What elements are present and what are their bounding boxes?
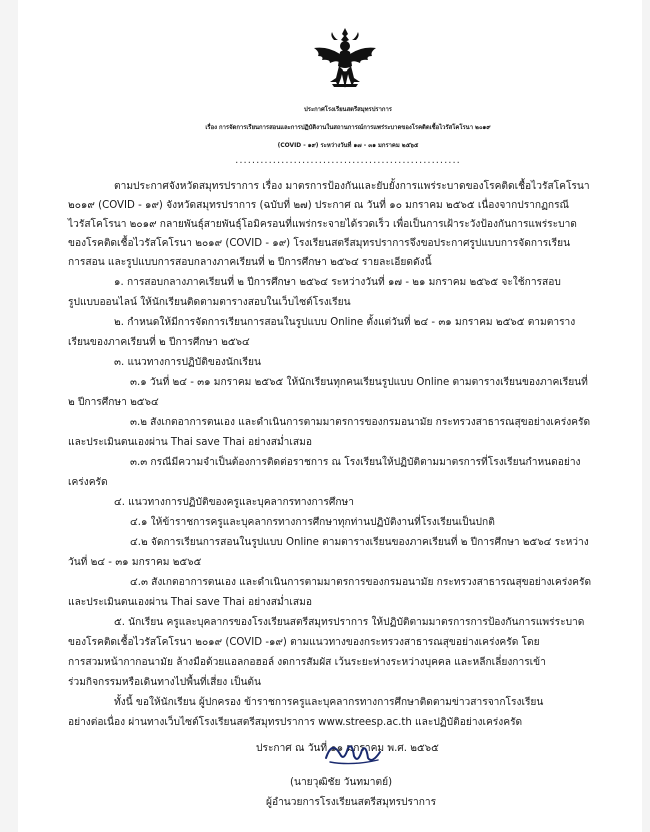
- item-3-2-line: ๓.๒ สังเกตอาการตนเอง และดำเนินการตามมาตรการของกรมอนามัย กระทรวงสาธารณสุขอย่างเคร่งครัด: [130, 417, 591, 428]
- handwritten-signature: [322, 734, 384, 770]
- closing-line: อย่างต่อเนื่อง ผ่านทางเว็บไซต์โรงเรียนสตรีสมุทรปราการ www.streesp.ac.th และปฏิบัติอย่างเคร่งครัด: [68, 717, 523, 728]
- item-4-2-line: วันที่ ๒๔ - ๓๑ มกราคม ๒๕๖๕: [68, 557, 202, 568]
- signer-name: (นายวุฒิชัย วันทมาตย์): [290, 777, 393, 788]
- item-3-3-line: เคร่งครัด: [68, 477, 108, 488]
- subject-line-dates: (COVID - ๑๙) ระหว่างวันที่ ๑๗ - ๓๑ มกราคม ๒๕๖๕: [277, 143, 419, 149]
- item-2-line: ๒. กำหนดให้มีการจัดการเรียนการสอนในรูปแบบ Online ตั้งแต่วันที่ ๒๔ - ๓๑ มกราคม ๒๕๖๕ ตามตาราง: [114, 317, 576, 328]
- announcement-title: ประกาศโรงเรียนสตรีสมุทรปราการ: [304, 107, 392, 113]
- garuda-emblem-icon: [310, 26, 380, 94]
- item-5-line: การสวมหน้ากากอนามัย ล้างมือด้วยแอลกอฮอล์ งดการสัมผัส เว้นระยะห่างระหว่างบุคคล และหลีกเลี่ยงการเข้า: [68, 657, 546, 668]
- intro-line: การสอน และรูปแบบการสอบกลางภาคเรียนที่ ๒ ปีการศึกษา ๒๕๖๔ รายละเอียดดังนี้: [68, 257, 432, 268]
- intro-line: ๒๐๑๙ (COVID - ๑๙) จังหวัดสมุทรปราการ (ฉบับที่ ๒๗) ประกาศ ณ วันที่ ๑๐ มกราคม ๒๕๖๕ เนื่องจากปรากฏกรณี: [68, 200, 569, 211]
- item-2-line: เรียนของภาคเรียนที่ ๒ ปีการศึกษา ๒๕๖๔: [68, 337, 250, 348]
- announcement-page: [18, 0, 642, 832]
- item-3-1-line: ๒ ปีการศึกษา ๒๕๖๔: [68, 397, 159, 408]
- intro-line: ของโรคติดเชื้อไวรัสโคโรนา ๒๐๑๙ (COVID - ๑๙) โรงเรียนสตรีสมุทรปราการจึงขอประกาศรูปแบบการจัดการเรียน: [68, 238, 571, 249]
- item-3-3-line: ๓.๓ กรณีมีความจำเป็นต้องการติดต่อราชการ ณ โรงเรียนให้ปฏิบัติตามมาตรการที่โรงเรียนกำหนดอย่าง: [130, 457, 581, 468]
- closing-line: ทั้งนี้ ขอให้นักเรียน ผู้ปกครอง ข้าราชการครูและบุคลากรทางการศึกษาติดตามข่าวสารจากโรงเรียน: [114, 697, 544, 708]
- item-4-3-line: และประเมินตนเองผ่าน Thai save Thai อย่างสม่ำเสมอ: [68, 597, 312, 608]
- announcement-date: ประกาศ ณ วันที่ ๑๑ มกราคม พ.ศ. ๒๕๖๕: [256, 743, 439, 754]
- item-1-line: ๑. การสอบกลางภาคเรียนที่ ๒ ปีการศึกษา ๒๕๖๔ ระหว่างวันที่ ๑๗ - ๒๑ มกราคม ๒๕๖๕ จะใช้การสอบ: [114, 277, 561, 288]
- item-5-line: ของโรคติดเชื้อไวรัสโคโรนา ๒๐๑๙ (COVID -๑๙) ตามแนวทางของกระทรวงสาธารณสุขอย่างเคร่งครัด โดย: [68, 637, 540, 648]
- item-3-2-line: และประเมินตนเองผ่าน Thai save Thai อย่างสม่ำเสมอ: [68, 437, 312, 448]
- item-4-2-line: ๔.๒ จัดการเรียนการสอนในรูปแบบ Online ตามตารางเรียนของภาคเรียนที่ ๒ ปีการศึกษา ๒๕๖๔ ระหว่าง: [130, 537, 589, 548]
- signer-position: ผู้อำนวยการโรงเรียนสตรีสมุทรปราการ: [266, 797, 437, 808]
- item-5-line: ๕. นักเรียน ครูและบุคลากรของโรงเรียนสตรีสมุทรปราการ ให้ปฏิบัติตามมาตรการการป้องกันการแพร่ระบาด: [114, 617, 585, 628]
- item-1-line: รูปแบบออนไลน์ ให้นักเรียนติดตามตารางสอบในเว็บไซต์โรงเรียน: [68, 297, 351, 308]
- item-5-line: ร่วมกิจกรรมหรือเดินทางไปพื้นที่เสี่ยง เป็นต้น: [68, 677, 262, 688]
- item-4-heading: ๔. แนวทางการปฏิบัติของครูและบุคลากรทางการศึกษา: [114, 497, 354, 508]
- subject-line: เรื่อง การจัดการเรียนการสอนและการปฏิบัติงานในสถานการณ์การแพร่ระบาดของโรคติดเชื้อไวรัสโคโรนา ๒๐๑๙: [205, 125, 491, 131]
- item-3-1-line: ๓.๑ วันที่ ๒๔ - ๓๑ มกราคม ๒๕๖๕ ให้นักเรียนทุกคนเรียนรูปแบบ Online ตามตารางเรียนของภาคเรียนที่: [130, 377, 588, 388]
- item-4-3-line: ๔.๓ สังเกตอาการตนเอง และดำเนินการตามมาตรการของกรมอนามัย กระทรวงสาธารณสุขอย่างเคร่งครัด: [130, 577, 592, 588]
- item-3-heading: ๓. แนวทางการปฏิบัติของนักเรียน: [114, 357, 261, 368]
- intro-line: ตามประกาศจังหวัดสมุทรปราการ เรื่อง มาตรการป้องกันและยับยั้งการแพร่ระบาดของโรคติดเชื้อไวรัสโคโรนา: [114, 181, 590, 192]
- title-divider: ......................................................: [235, 155, 461, 166]
- intro-line: ไวรัสโคโรนา ๒๐๑๙ กลายพันธุ์สายพันธุ์โอมิครอนที่แพร่กระจายได้รวดเร็ว เพื่อเป็นการเฝ้าระวังป้องกันการแพร่ระบาด: [68, 219, 577, 230]
- item-4-1-line: ๔.๑ ให้ข้าราชการครูและบุคลากรทางการศึกษาทุกท่านปฏิบัติงานที่โรงเรียนเป็นปกติ: [130, 517, 495, 528]
